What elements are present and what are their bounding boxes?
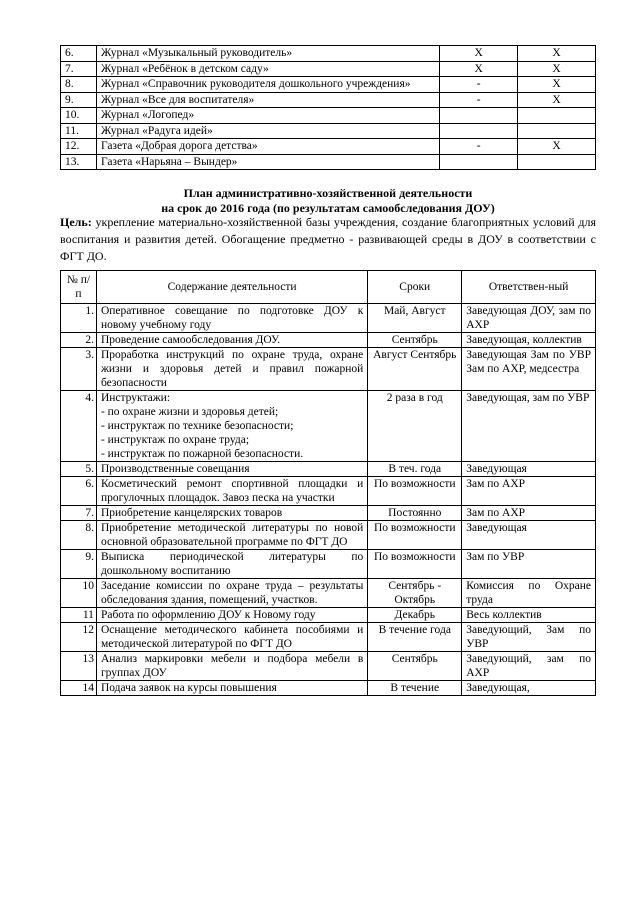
plan-row-content: Выписка периодической литературы по дошкольному воспитанию xyxy=(96,550,367,579)
plan-row-responsible: Зам по АХР xyxy=(462,477,596,506)
plan-row-content: Анализ маркировки мебели и подбора мебели в группах ДОУ xyxy=(96,652,367,681)
journal-row xyxy=(61,154,596,170)
plan-row xyxy=(61,506,596,521)
journal-mark-1: Х xyxy=(440,61,518,77)
plan-row-content: Приобретение канцелярских товаров xyxy=(96,506,367,521)
journal-mark-2: Х xyxy=(518,92,596,108)
plan-row-dates: Сентябрь - Октябрь xyxy=(368,579,462,608)
plan-table xyxy=(60,270,596,696)
plan-row-responsible: Заведующий, Зам по УВР xyxy=(462,623,596,652)
journal-mark-1: Х xyxy=(440,46,518,62)
plan-row xyxy=(61,550,596,579)
journal-mark-2 xyxy=(518,154,596,170)
journal-row xyxy=(61,46,596,62)
plan-row-content: Оперативное совещание по подготовке ДОУ к новому учебному году xyxy=(96,304,367,333)
plan-row xyxy=(61,579,596,608)
header-dates: Сроки xyxy=(368,271,462,304)
journal-num: 13. xyxy=(61,154,97,170)
plan-row-dates: 2 раза в год xyxy=(368,391,462,462)
plan-row-content: Проработка инструкций по охране труда, охране жизни и здоровья детей и правил пожарной безопасности xyxy=(96,348,367,391)
plan-row-dates: По возможности xyxy=(368,477,462,506)
plan-row-content-line: - инструктаж по пожарной безопасности. xyxy=(100,448,304,460)
header-responsible: Ответствен-ный xyxy=(462,271,596,304)
journal-mark-1 xyxy=(440,108,518,124)
plan-row-responsible: Заведующая xyxy=(462,521,596,550)
plan-row-responsible: Заведующая ДОУ, зам по АХР xyxy=(462,304,596,333)
journal-title: Журнал «Все для воспитателя» xyxy=(96,92,439,108)
header-content: Содержание деятельности xyxy=(96,271,367,304)
plan-row-num: 8. xyxy=(61,521,97,550)
plan-title-line1: План административно-хозяйственной деятельности xyxy=(183,186,473,200)
plan-row-dates: В теч. года xyxy=(368,462,462,477)
journal-mark-2: Х xyxy=(518,139,596,155)
plan-row-content: Приобретение методической литературы по новой основной образовательной программе по ФГТ ДО xyxy=(96,521,367,550)
plan-row xyxy=(61,333,596,348)
plan-row-responsible: Заведующая, xyxy=(462,681,596,696)
journal-title: Газета «Нарьяна – Вындер» xyxy=(96,154,439,170)
journal-mark-2: Х xyxy=(518,77,596,93)
plan-row xyxy=(61,521,596,550)
plan-header-row xyxy=(61,271,596,304)
plan-row-responsible: Заведующая, зам по УВР xyxy=(462,391,596,462)
plan-row-content-line: Инструктажи: xyxy=(100,392,171,404)
journal-mark-1: - xyxy=(440,139,518,155)
plan-row xyxy=(61,477,596,506)
plan-row-dates: В течение xyxy=(368,681,462,696)
goal-text: укрепление материально-хозяйственной базы учреждения, создание благоприятных условий для воспитания и развития детей. Обогащение предметно - развивающей среды в ДОУ в соответствии с ФГТ ДО. xyxy=(60,215,596,263)
plan-row-content: Подача заявок на курсы повышения xyxy=(96,681,367,696)
plan-row xyxy=(61,608,596,623)
journal-row xyxy=(61,139,596,155)
journal-title: Журнал «Ребёнок в детском саду» xyxy=(96,61,439,77)
journal-mark-2: Х xyxy=(518,46,596,62)
journal-title: Журнал «Справочник руководителя дошкольного учреждения» xyxy=(96,77,439,93)
plan-row-content: Заседание комиссии по охране труда – результаты обследования здания, помещений, участков. xyxy=(96,579,367,608)
plan-row-responsible: Заведующий, зам по АХР xyxy=(462,652,596,681)
plan-row-num: 1. xyxy=(61,304,97,333)
plan-row-responsible: Комиссия по Охране труда xyxy=(462,579,596,608)
plan-row xyxy=(61,652,596,681)
plan-row-content: Косметический ремонт спортивной площадки и прогулочных площадок. Завоз песка на участки xyxy=(96,477,367,506)
plan-row-dates: Май, Август xyxy=(368,304,462,333)
plan-row-dates: Постоянно xyxy=(368,506,462,521)
plan-row-num: 5. xyxy=(61,462,97,477)
plan-row xyxy=(61,348,596,391)
plan-row-content: Работа по оформлению ДОУ к Новому году xyxy=(96,608,367,623)
plan-row xyxy=(61,391,596,462)
plan-row-num: 12 xyxy=(61,623,97,652)
journal-mark-1 xyxy=(440,123,518,139)
journal-num: 9. xyxy=(61,92,97,108)
journal-row xyxy=(61,108,596,124)
plan-row-content: Оснащение методического кабинета пособиями и методической литературой по ФГТ ДО xyxy=(96,623,367,652)
plan-row-num: 6. xyxy=(61,477,97,506)
plan-row-content: Производственные совещания xyxy=(96,462,367,477)
plan-row-dates: По возможности xyxy=(368,521,462,550)
plan-row-responsible: Весь коллектив xyxy=(462,608,596,623)
plan-row-dates: По возможности xyxy=(368,550,462,579)
plan-row-num: 4. xyxy=(61,391,97,462)
journal-mark-1: - xyxy=(440,77,518,93)
plan-row xyxy=(61,681,596,696)
header-num: № п/п xyxy=(61,271,97,304)
journal-num: 7. xyxy=(61,61,97,77)
journal-mark-2 xyxy=(518,123,596,139)
plan-row-responsible: Заведующая xyxy=(462,462,596,477)
journal-num: 10. xyxy=(61,108,97,124)
plan-row-content-line: - инструктаж по технике безопасности; xyxy=(100,420,294,432)
journal-mark-1 xyxy=(440,154,518,170)
plan-row-num: 2. xyxy=(61,333,97,348)
journal-mark-1: - xyxy=(440,92,518,108)
plan-row-num: 13 xyxy=(61,652,97,681)
journal-num: 11. xyxy=(61,123,97,139)
plan-title-line2: на срок до 2016 года (по результатам самообследования ДОУ) xyxy=(161,201,495,215)
journal-row xyxy=(61,92,596,108)
plan-row-responsible: Зам по УВР xyxy=(462,550,596,579)
journal-title: Журнал «Радуга идей» xyxy=(96,123,439,139)
journal-title: Журнал «Логопед» xyxy=(96,108,439,124)
plan-row-dates: Сентябрь xyxy=(368,652,462,681)
journal-num: 6. xyxy=(61,46,97,62)
plan-row-dates: Сентябрь xyxy=(368,333,462,348)
journal-row xyxy=(61,77,596,93)
plan-row-num: 14 xyxy=(61,681,97,696)
goal-label: Цель: xyxy=(60,215,92,229)
plan-row-dates: Декабрь xyxy=(368,608,462,623)
plan-row-content-line: - инструктаж по охране труда; xyxy=(100,434,250,446)
plan-row-num: 11 xyxy=(61,608,97,623)
plan-row-dates: Август Сентябрь xyxy=(368,348,462,391)
plan-row-responsible: Заведующая, коллектив xyxy=(462,333,596,348)
plan-row xyxy=(61,623,596,652)
journal-row xyxy=(61,61,596,77)
journal-row xyxy=(61,123,596,139)
plan-row-dates: В течение года xyxy=(368,623,462,652)
plan-row-responsible: Заведующая Зам по УВР Зам по АХР, медсестра xyxy=(462,348,596,391)
plan-row xyxy=(61,304,596,333)
journal-title: Газета «Добрая дорога детства» xyxy=(96,139,439,155)
plan-row xyxy=(61,462,596,477)
plan-goal xyxy=(60,214,596,265)
journal-title: Журнал «Музыкальный руководитель» xyxy=(96,46,439,62)
journal-num: 12. xyxy=(61,139,97,155)
plan-row-num: 9. xyxy=(61,550,97,579)
plan-row-num: 10 xyxy=(61,579,97,608)
journals-table xyxy=(60,45,596,170)
journal-mark-2 xyxy=(518,108,596,124)
plan-row-num: 7. xyxy=(61,506,97,521)
plan-row-content: Проведение самообследования ДОУ. xyxy=(96,333,367,348)
journal-num: 8. xyxy=(61,77,97,93)
plan-row-num: 3. xyxy=(61,348,97,391)
plan-row-content xyxy=(96,391,367,462)
plan-row-responsible: Зам по АХР xyxy=(462,506,596,521)
journal-mark-2: Х xyxy=(518,61,596,77)
plan-row-content-line: - по охране жизни и здоровья детей; xyxy=(100,406,279,418)
